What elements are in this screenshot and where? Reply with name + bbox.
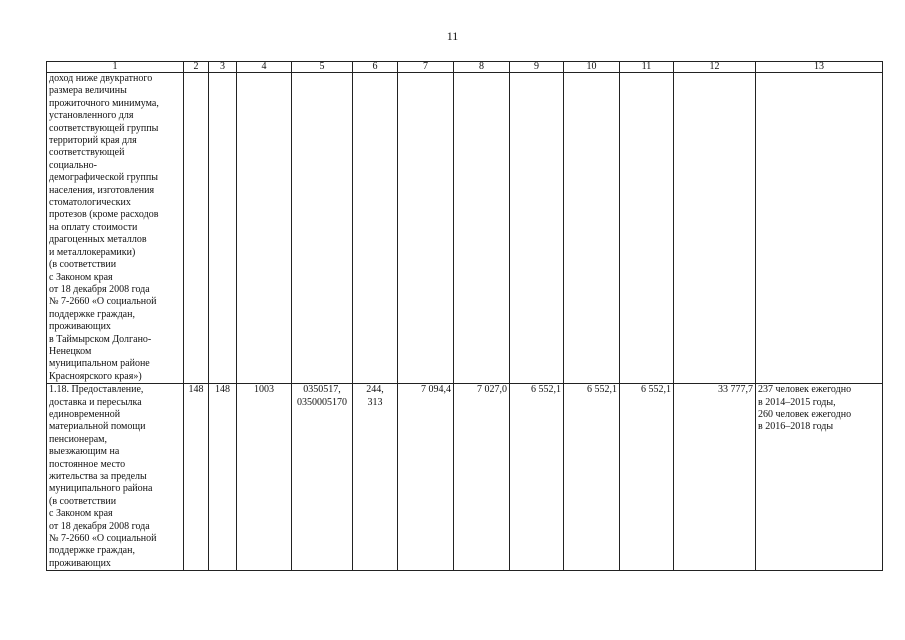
table-row	[47, 384, 883, 571]
column-header: 8	[454, 62, 510, 73]
table-cell	[353, 73, 398, 384]
table-cell: 6 552,1	[510, 384, 564, 571]
table-cell	[398, 73, 454, 384]
column-header: 10	[564, 62, 620, 73]
table-row	[47, 73, 883, 384]
table-cell	[674, 73, 756, 384]
column-header: 9	[510, 62, 564, 73]
table-cell: 1003	[237, 384, 292, 571]
table-cell: 33 777,7	[674, 384, 756, 571]
column-header: 2	[184, 62, 209, 73]
table-cell	[620, 73, 674, 384]
page-number: 11	[446, 29, 459, 43]
column-header: 6	[353, 62, 398, 73]
table-cell: 7 094,4	[398, 384, 454, 571]
table-cell: 148	[184, 384, 209, 571]
table-cell: 148	[209, 384, 237, 571]
table-cell	[209, 73, 237, 384]
table-cell	[756, 73, 883, 384]
table-cell	[564, 73, 620, 384]
table-cell: 6 552,1	[620, 384, 674, 571]
table-cell	[292, 73, 353, 384]
table-cell: 244, 313	[353, 384, 398, 571]
column-header: 3	[209, 62, 237, 73]
column-header: 1	[47, 62, 184, 73]
table-cell	[510, 73, 564, 384]
budget-table	[46, 61, 883, 571]
table-cell: 6 552,1	[564, 384, 620, 571]
table-cell	[184, 73, 209, 384]
column-header: 11	[620, 62, 674, 73]
column-header: 4	[237, 62, 292, 73]
table-header-row	[47, 62, 883, 73]
column-header: 7	[398, 62, 454, 73]
row-description: доход ниже двукратного размера величины прожиточного минимума, установленного для соответствующей группы территорий края для соответствующей социально- демографической группы населения, изготовления стоматологических протезов (кроме расходов на оплату стоимости драгоценных металлов и металлокерамики) (в соответствии с Законом края от 18 декабря 2008 года № 7-2660 «О социальной поддержке граждан, проживающих в Таймырском Долгано- Ненецком муниципальном районе Красноярского края»)	[47, 73, 184, 384]
table-cell: 7 027,0	[454, 384, 510, 571]
table-cell	[237, 73, 292, 384]
column-header: 5	[292, 62, 353, 73]
row-description: 1.18. Предоставление, доставка и пересылка единовременной материальной помощи пенсионерам, выезжающим на постоянное место жительства за пределы муниципального района (в соответствии с Законом края от 18 декабря 2008 года № 7-2660 «О социальной поддержке граждан, проживающих	[47, 384, 184, 571]
table-cell	[454, 73, 510, 384]
column-header: 12	[674, 62, 756, 73]
table-cell: 237 человек ежегодно в 2014–2015 годы, 260 человек ежегодно в 2016–2018 годы	[756, 384, 883, 571]
column-header: 13	[756, 62, 883, 73]
table-cell: 0350517, 0350005170	[292, 384, 353, 571]
